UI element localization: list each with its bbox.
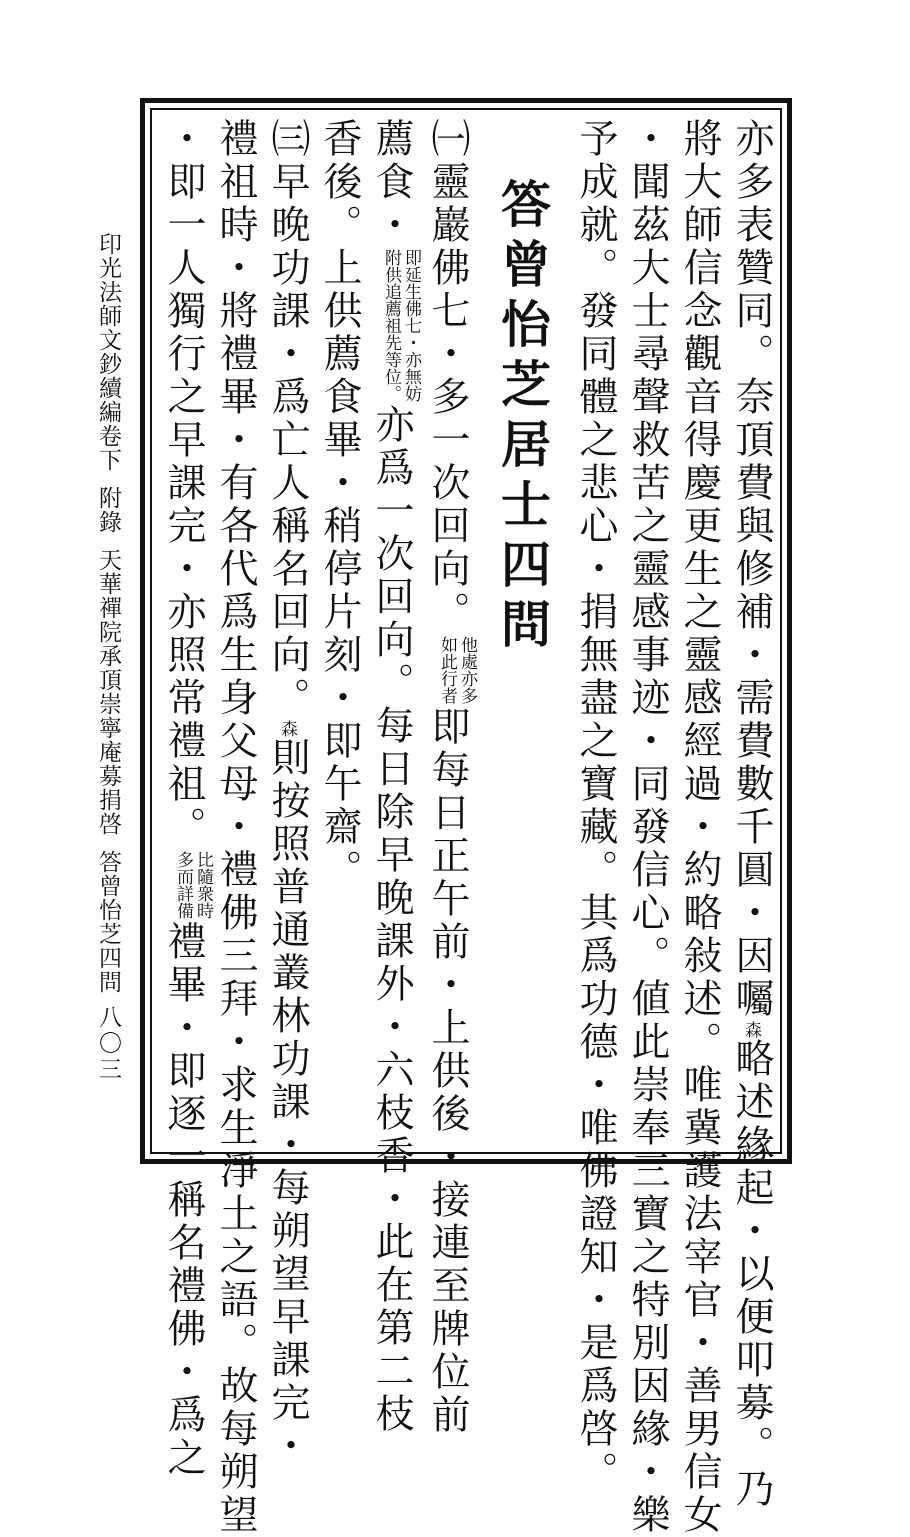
column-text: 禮祖時・將禮畢・有各代爲生身父母・禮佛三拜・求生淨土之語。故每朔望: [213, 118, 258, 1537]
text-column-4: [572, 118, 618, 1494]
column-text: ㈢早晚功課・爲亡人稱名回向。: [265, 118, 310, 720]
interlinear-note: 他處亦多 如此行者: [437, 636, 477, 704]
text-column-3: [624, 118, 670, 1537]
column-text: 予成就。發同體之悲心・捐無盡之寶藏。其爲功德・唯佛證知・是爲啓。: [573, 118, 618, 1494]
text-column-5: [424, 118, 477, 1437]
header-book: 印光法師文鈔續編卷下: [95, 232, 121, 472]
column-text: 即每日正午前・上供後・接連至牌位前: [425, 706, 470, 1437]
running-header: [92, 232, 125, 1008]
column-text: 禮畢・即逐一稱名禮佛・爲之: [161, 921, 206, 1480]
header-section: 附錄: [95, 486, 121, 534]
column-text: ・即一人獨行之早課完・亦照常禮祖。: [161, 118, 206, 849]
header-chapter: 答曾怡芝四問: [95, 850, 121, 994]
header-subtitle: 天華禪院承頂崇寧庵募捐啓: [95, 548, 121, 836]
author-mark: 森: [741, 1021, 761, 1038]
text-column-1: [728, 118, 774, 1511]
column-text: 亦多表贊同。奈頂費與修補・需費數千圓・因囑: [729, 118, 774, 1021]
column-text: 香後。上供薦食畢・稍停片刻・即午齋。: [317, 118, 362, 892]
article-title: 答曾怡芝居士四問: [493, 178, 552, 658]
column-text: ㈠靈巖佛七・多一次回向。: [425, 118, 470, 634]
text-column-9: [212, 118, 258, 1537]
column-text: 亦爲一次回向。每日除早晚課外・六枝香・此在第二枝: [369, 404, 414, 1436]
column-text: 薦食・: [369, 118, 414, 247]
text-column-7: [316, 118, 362, 892]
text-column-10: [160, 118, 213, 1480]
column-text: ・聞茲大士尋聲救苦之靈感事迹・同發信心。値此崇奉三寶之特別因緣・樂: [625, 118, 670, 1537]
column-text: 則按照普通叢林功課・每朔望早課完・: [265, 737, 310, 1468]
text-column-8: [264, 118, 310, 1468]
text-column-2: [676, 118, 722, 1537]
page-number: 八〇三: [95, 1005, 121, 1083]
column-text: 將大師信念觀音得慶更生之靈感經過・約略敍述。唯冀護法宰官・善男信女: [677, 118, 722, 1537]
interlinear-note: 即延生佛七・亦無妨 附供追薦祖先等位。: [381, 249, 421, 402]
interlinear-note: 比隨衆時 多而詳備: [173, 851, 213, 919]
author-mark: 森: [277, 720, 297, 737]
text-column-6: [368, 118, 421, 1436]
column-text: 略述緣起・以便叩募。乃: [729, 1038, 774, 1511]
